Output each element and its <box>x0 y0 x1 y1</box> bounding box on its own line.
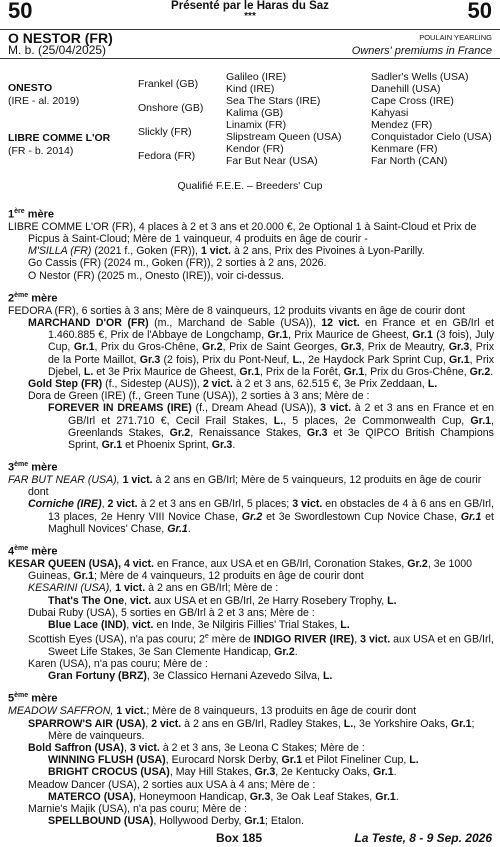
great-5: Linamix (FR) <box>226 119 287 131</box>
m5-grandproduce-4: SPELLBOUND (USA), Hollywood Derby, Gr.1; Etalon. <box>48 815 304 828</box>
m5-produce-2: Bold Saffron (USA), 3 vict. à 2 et 3 ans, 3e Leona C Stakes; Mère de : <box>28 741 365 754</box>
heading-4eme-mere: 4ème mère <box>8 545 58 558</box>
ggreat-3: Cape Cross (IRE) <box>371 95 454 107</box>
m3-dam: FAR BUT NEAR (USA), 1 vict. à 2 ans en GB/Irl; Mère de 5 vainqueurs, 12 produits en âge de courir dont <box>8 474 482 499</box>
great-2: Kind (IRE) <box>226 83 275 95</box>
m5-produce-4: Marnie's Majik (USA), n'a pas couru; Mère de : <box>28 802 247 815</box>
dam-name: LIBRE COMME L'OR <box>8 132 111 144</box>
m4-grandproduce-3: Gran Fortuny (BRZ), 3e Classico Hernani Azevedo Silva, L. <box>48 670 333 683</box>
m1-dam: LIBRE COMME L'OR (FR), 4 places à 2 et 3 ans et 20.000 €, 2e Optional 1 à Saint-Cloud et Prix de Picpus à Saint-Cloud; Mère de 1 vainqueur, 4 produits en âge de courir - <box>8 220 477 246</box>
m5-produce-3: Meadow Dancer (USA), 2 sorties aux USA à 4 ans; Mère de : <box>28 778 316 791</box>
m4-produce-3: Scottish Eyes (USA), n'a pas couru; 2e mère de INDIGO RIVER (IRE), 3 vict. aux USA et en GB/Irl, Sweet Life Stakes, 3e San Clemente Handicap, Gr.2. <box>28 633 494 658</box>
m3-produce-1: Corniche (IRE), 2 vict. à 2 et 3 ans en GB/Irl, 5 places; 3 vict. en obstacles de 4 à 6 ans en GB/Irl, 13 places, 2e Henry VIII Novice Chase, Gr.2 et 3e Swordlestown Cup Novice Chase, Gr.1 et Maghull Novices' Chase, Gr.1. <box>28 498 494 535</box>
ggreat-7: Kenmare (FR) <box>371 143 438 155</box>
horse-name: O NESTOR (FR) <box>8 30 113 46</box>
m2-dam: FEDORA (FR), 6 sorties à 3 ans; Mère de 8 vainqueurs, 12 produits vivants en âge de courir dont <box>8 304 465 317</box>
m5-produce-1: SPARROW'S AIR (USA), 2 vict. à 2 ans en GB/Irl, Radley Stakes, L., 3e Yorkshire Oaks, Gr.1; Mère de vainqueurs. <box>28 717 475 742</box>
great-3: Sea The Stars (IRE) <box>226 95 321 107</box>
m4-produce-1: KESARINI (USA), 1 vict. à 2 ans en GB/Irl; Mère de : <box>28 582 279 595</box>
ggreat-5: Mendez (FR) <box>371 119 433 131</box>
m4-produce-4: Karen (USA), n'a pas couru; Mère de : <box>28 658 208 671</box>
presenter: Présenté par le Haras du Saz <box>171 0 329 12</box>
m1-produce-2: Go Cassis (FR) (2024 m., Goken (FR)), 2 sorties à 2 ans, 2026. <box>28 257 327 270</box>
great-6: Slipstream Queen (USA) <box>226 131 342 143</box>
maternal-family <box>8 198 494 827</box>
stars: *** <box>244 11 256 22</box>
m5-grandproduce-2: BRIGHT CROCUS (USA), May Hill Stakes, Gr.3, 2e Kentucky Oaks, Gr.1. <box>48 766 397 779</box>
sire-info: (IRE - al. 2019) <box>8 95 80 107</box>
m4-grandproduce-1: That's The One, vict. aux USA et en GB/Irl, 2e Harry Rosebery Trophy, L. <box>48 594 397 607</box>
grandsire-2: Onshore (GB) <box>138 102 204 114</box>
grandsire-4: Fedora (FR) <box>138 150 196 162</box>
qualification: Qualifié F.E.E. – Breeders' Cup <box>177 180 323 192</box>
birth-info: M. b. (25/04/2025) <box>8 43 107 57</box>
m1-produce-1: M'SILLA (FR) (2021 f., Goken (FR)), 1 vict. à 2 ans, Prix des Pivoines à Lyon-Parilly. <box>28 245 425 258</box>
m4-produce-2: Dubai Ruby (USA), 5 sorties en GB/Irl à 2 et 3 ans; Mère de : <box>28 606 315 619</box>
owners-premiums: Owners' premiums in France <box>351 45 492 57</box>
grandsire-3: Slickly (FR) <box>138 126 192 138</box>
great-8: Far But Near (USA) <box>226 155 318 167</box>
ggreat-4: Kahyasi <box>371 107 409 119</box>
great-1: Galileo (IRE) <box>226 71 287 83</box>
ggreat-1: Sadler's Wells (USA) <box>371 71 469 83</box>
m2-produce-2: Gold Step (FR) (f., Sidestep (AUS)), 2 vict. à 2 et 3 ans, 62.515 €, 3e Prix Zeddaan, L. <box>28 377 438 390</box>
heading-5eme-mere: 5ème mère <box>8 692 58 706</box>
m2-grandproduce-1: FOREVER IN DREAMS (IRE) (f., Dream Ahead (USA)), 3 vict. à 2 et 3 ans en France et en GB/Irl et 271.710 €, Cecil Frail Stakes, L., 5 places, 2e Commonwealth Cup, Gr.1, Greenlands Stakes, Gr.2, Renaissance Stakes, Gr.3 et 3e QIPCO British Champions Sprint, Gr.1 et Phoenix Sprint, Gr.3. <box>48 402 494 451</box>
sale-place-date: La Teste, 8 - 9 Sep. 2026 <box>354 831 492 845</box>
great-4: Kalima (GB) <box>226 107 284 119</box>
great-7: Kendor (FR) <box>226 143 284 155</box>
m1-produce-3: O Nestor (FR) (2025 m., Onesto (IRE)), voir ci-dessus. <box>28 269 285 282</box>
ggreat-2: Danehill (USA) <box>371 83 441 95</box>
ggreat-8: Far North (CAN) <box>371 155 448 167</box>
m2-produce-1: MARCHAND D'OR (FR) (m., Marchand de Sable (USA)), 12 vict. en France et en GB/Irl et 1.460.885 €, Prix de l'Abbaye de Longchamp, Gr.1, Prix Maurice de Gheest, Gr.1 (3 fois), July Cup, Gr.1, Prix du Gros-Chêne, Gr.2, Prix de Saint Georges, Gr.3, Prix de Meautry, Gr.3, Prix de la Porte Maillot, Gr.3 (2 fois), Prix du Pont-Neuf, L., 2e Haydock Park Sprint Cup, Gr.1, Prix Djebel, L. et 3e Prix Maurice de Gheest, Gr.1, Prix de la Forêt, Gr.1, Prix du Gros-Chêne, Gr.2. <box>28 316 494 378</box>
sire-name: ONESTO <box>8 82 53 94</box>
m2-produce-3: Dora de Green (IRE) (f., Green Tune (USA)), 2 sorties à 3 ans; Mère de : <box>28 390 370 403</box>
category: POULAIN YEARLING <box>419 33 492 42</box>
heading-1ere-mere: 1ère mère <box>8 208 54 221</box>
ggreat-6: Conquistador Cielo (USA) <box>371 131 492 143</box>
m4-grandproduce-2: Blue Lace (IND), vict. en Inde, 3e Nilgiris Fillies' Trial Stakes, L. <box>48 618 350 631</box>
dam-info: (FR - b. 2014) <box>8 145 74 157</box>
box-number: Box 185 <box>216 831 263 845</box>
m5-grandproduce-1: WINNING FLUSH (USA), Eurocard Norsk Derby, Gr.1 et Pilot Fineliner Cup, L. <box>48 754 419 767</box>
heading-3eme-mere: 3ème mère <box>8 461 58 474</box>
m5-dam: MEADOW SAFFRON, 1 vict.; Mère de 8 vainqueurs, 13 produits en âge de courir dont <box>8 705 417 718</box>
grandsire-1: Frankel (GB) <box>138 78 199 90</box>
heading-2eme-mere: 2ème mère <box>8 291 58 305</box>
lot-number-left: 50 <box>8 0 33 23</box>
m5-grandproduce-3: MATERCO (USA), Honeymoon Handicap, Gr.3, 3e Oak Leaf Stakes, Gr.1. <box>48 790 399 803</box>
lot-number-right: 50 <box>467 0 492 23</box>
m4-dam: KESAR QUEEN (USA), 4 vict. en France, aux USA et en GB/Irl, Coronation Stakes, Gr.2, 3e 1000 Guineas, Gr.1; Mère de 4 vainqueurs, 12 produits en âge de courir dont <box>8 557 473 583</box>
divider-bottom <box>0 58 500 59</box>
